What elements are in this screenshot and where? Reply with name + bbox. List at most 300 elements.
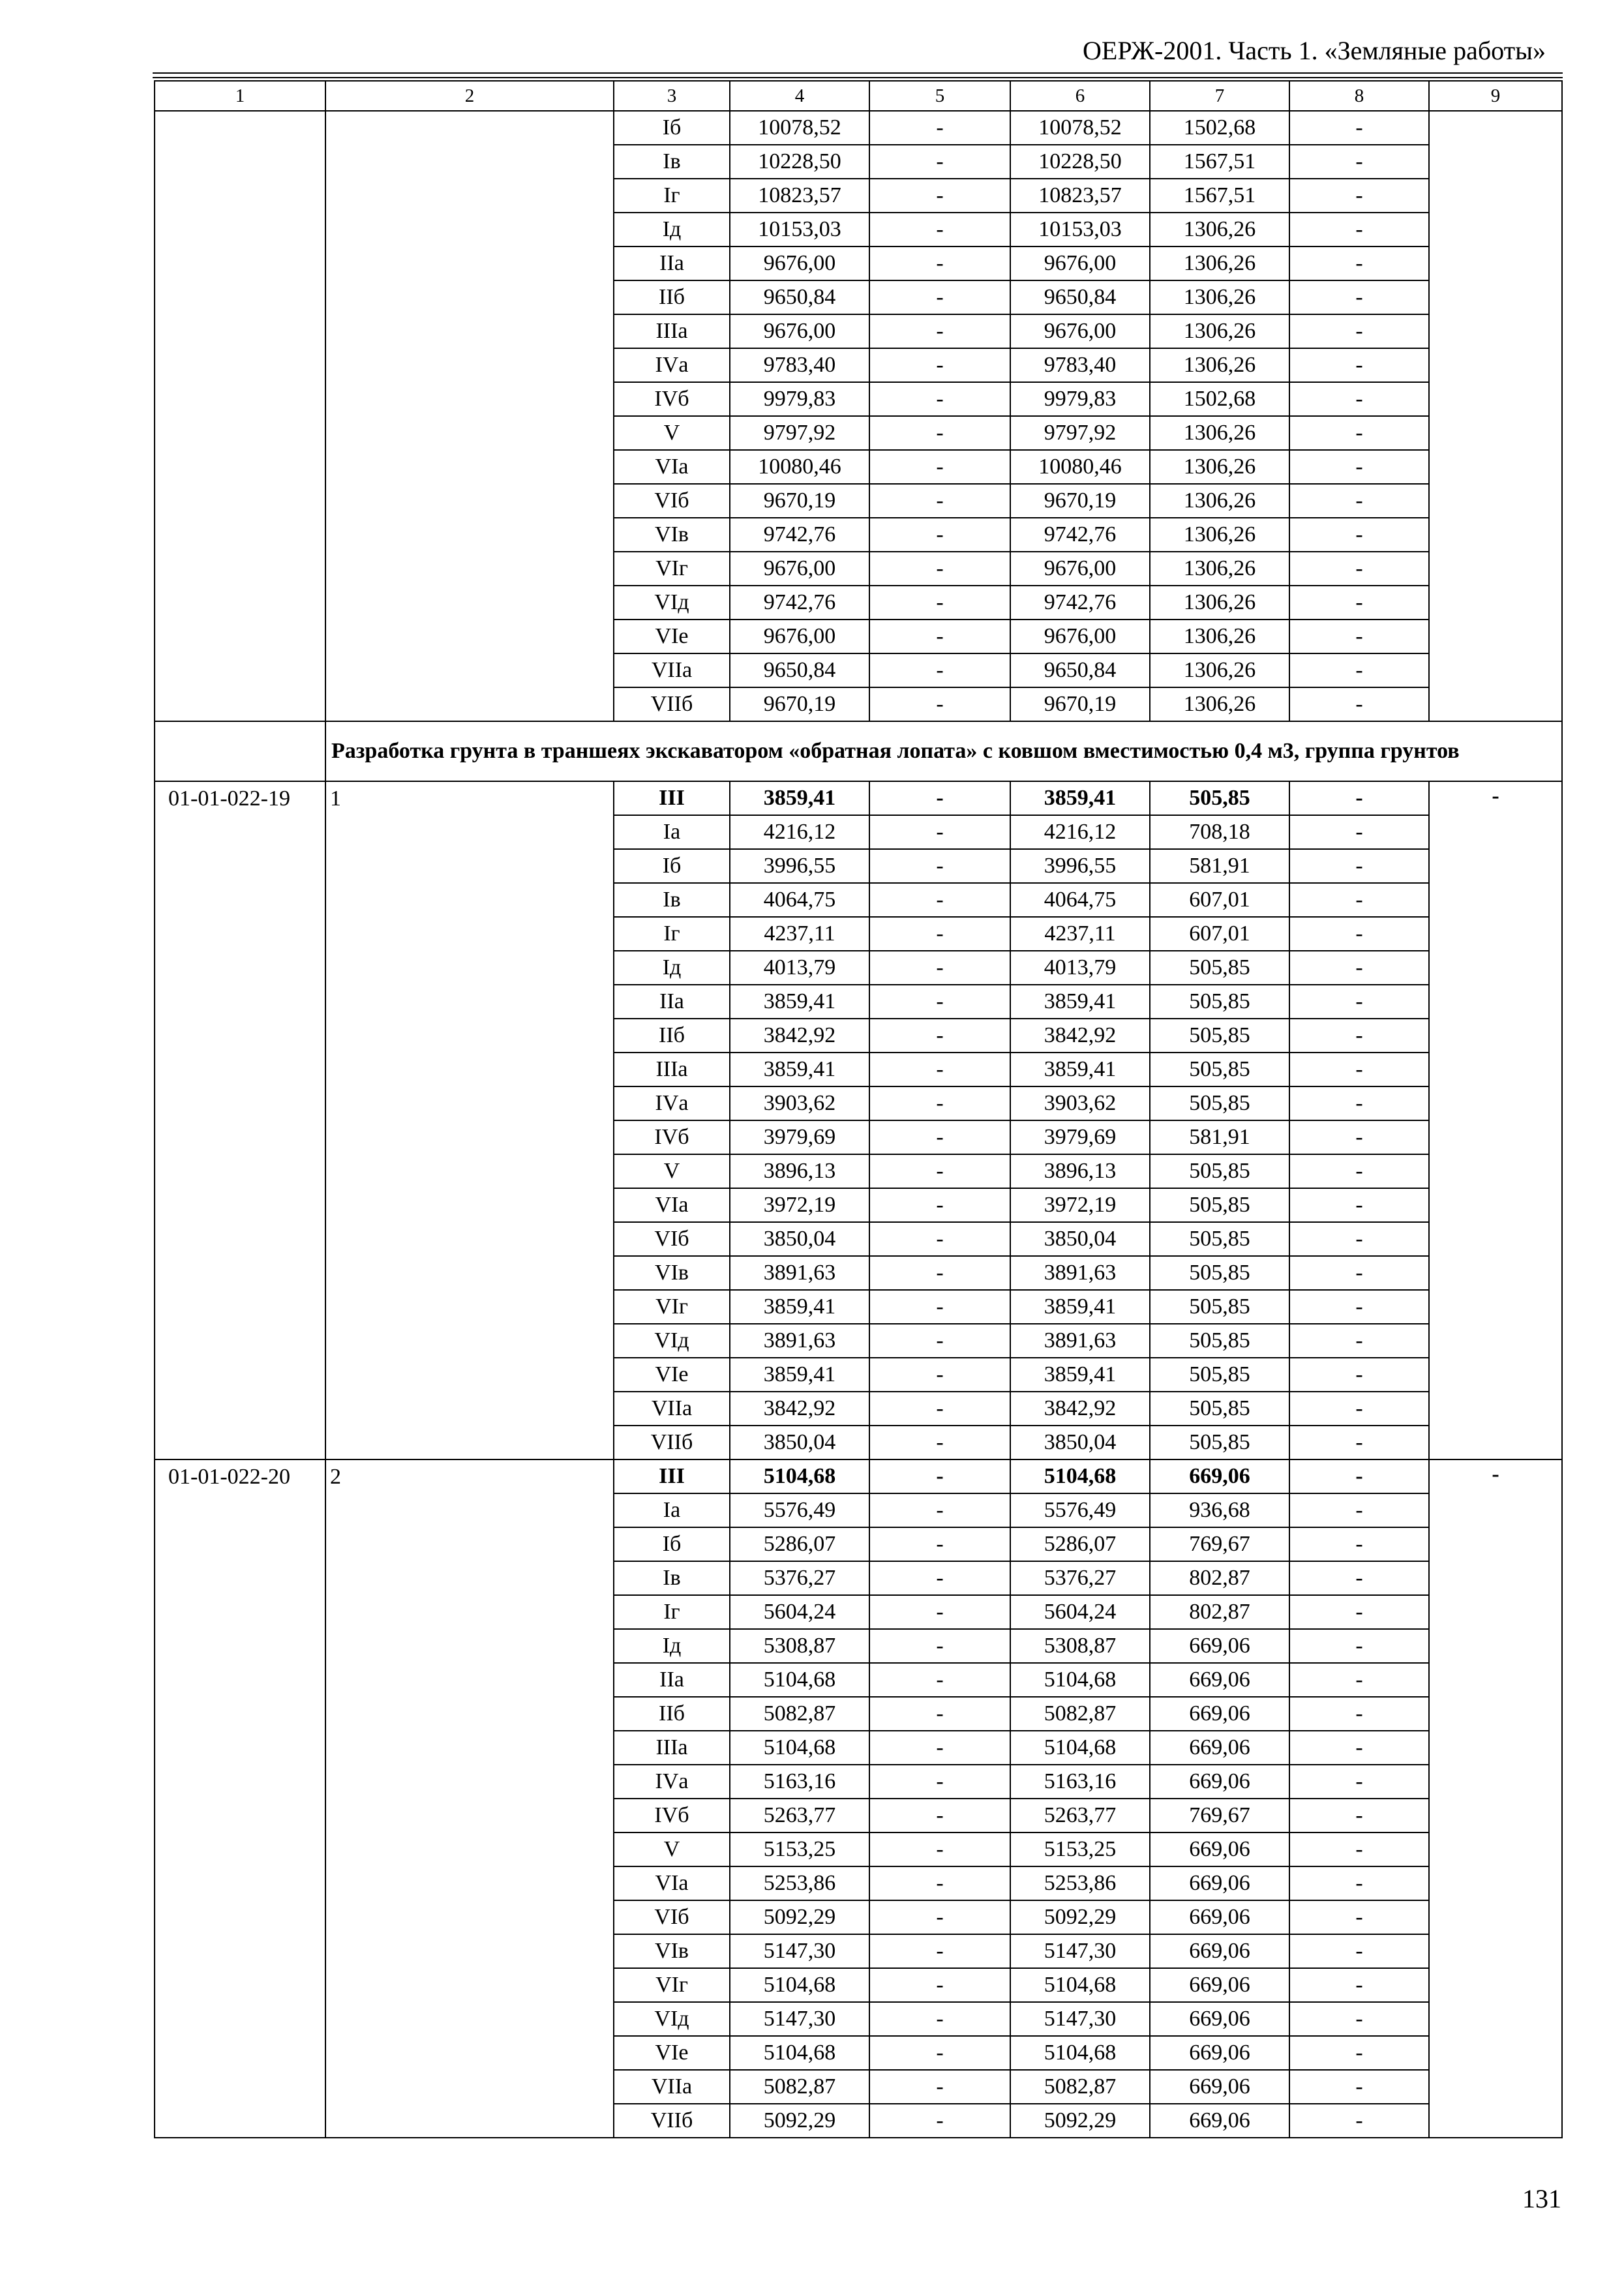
value-cell-col6: 5104,68	[1010, 1968, 1150, 2002]
value-cell-col6: 4064,75	[1010, 883, 1150, 917]
col9-cell: -	[1429, 781, 1562, 1459]
soil-category-cell: IVб	[614, 1799, 730, 1833]
value-cell-col7: 669,06	[1150, 2002, 1289, 2036]
value-cell-col6: 3859,41	[1010, 1358, 1150, 1392]
column-number-cell: 8	[1289, 81, 1429, 111]
value-cell-col4: 5604,24	[730, 1595, 869, 1629]
value-cell-col4: 3896,13	[730, 1154, 869, 1188]
value-cell-col6: 5104,68	[1010, 1663, 1150, 1697]
value-cell-col6: 4237,11	[1010, 917, 1150, 951]
soil-category-cell: VIа	[614, 1866, 730, 1900]
value-cell-col4: 4216,12	[730, 815, 869, 849]
value-cell-col6: 9676,00	[1010, 314, 1150, 348]
value-cell-col7: 505,85	[1150, 1324, 1289, 1358]
value-cell-col4: 9676,00	[730, 247, 869, 280]
value-cell-col6: 5082,87	[1010, 2070, 1150, 2104]
column-number-cell: 3	[614, 81, 730, 111]
column-number-cell: 1	[155, 81, 325, 111]
value-cell-col6: 3859,41	[1010, 985, 1150, 1019]
value-cell-col4: 10080,46	[730, 450, 869, 484]
soil-category-cell: VIа	[614, 1188, 730, 1222]
value-cell-col6: 9670,19	[1010, 484, 1150, 518]
value-cell-col7: 505,85	[1150, 1256, 1289, 1290]
value-cell-col5: -	[869, 179, 1010, 213]
value-cell-col4: 5082,87	[730, 1697, 869, 1731]
value-cell-col5: -	[869, 1663, 1010, 1697]
value-cell-col4: 5104,68	[730, 1968, 869, 2002]
value-cell-col8: -	[1289, 1968, 1429, 2002]
soil-category-cell: Iд	[614, 1629, 730, 1663]
value-cell-col7: 505,85	[1150, 985, 1289, 1019]
value-cell-col6: 5308,87	[1010, 1629, 1150, 1663]
soil-category-cell: Iг	[614, 1595, 730, 1629]
value-cell-col5: -	[869, 1256, 1010, 1290]
value-cell-col4: 3859,41	[730, 1358, 869, 1392]
value-cell-col5: -	[869, 111, 1010, 145]
value-cell-col8: -	[1289, 1426, 1429, 1459]
soil-category-cell: V	[614, 416, 730, 450]
value-cell-col6: 3972,19	[1010, 1188, 1150, 1222]
value-cell-col6: 5576,49	[1010, 1493, 1150, 1527]
soil-category-cell: Iд	[614, 213, 730, 247]
value-cell-col5: -	[869, 1426, 1010, 1459]
rates-table	[154, 80, 1563, 2138]
soil-category-cell: VIIб	[614, 1426, 730, 1459]
value-cell-col4: 9676,00	[730, 620, 869, 653]
value-cell-col5: -	[869, 1358, 1010, 1392]
value-cell-col6: 5604,24	[1010, 1595, 1150, 1629]
rates-table-body	[155, 81, 1562, 2138]
value-cell-col4: 5376,27	[730, 1561, 869, 1595]
value-cell-col7: 1306,26	[1150, 450, 1289, 484]
value-cell-col8: -	[1289, 450, 1429, 484]
value-cell-col8: -	[1289, 348, 1429, 382]
column-number-cell: 9	[1429, 81, 1562, 111]
soil-category-cell: IVа	[614, 1086, 730, 1120]
value-cell-col7: 669,06	[1150, 1629, 1289, 1663]
value-cell-col4: 5576,49	[730, 1493, 869, 1527]
value-cell-col6: 3979,69	[1010, 1120, 1150, 1154]
col9-cell-blank	[1429, 111, 1562, 721]
value-cell-col8: -	[1289, 815, 1429, 849]
value-cell-col7: 581,91	[1150, 1120, 1289, 1154]
soil-category-cell: V	[614, 1833, 730, 1866]
value-cell-col4: 5082,87	[730, 2070, 869, 2104]
value-cell-col6: 5163,16	[1010, 1765, 1150, 1799]
value-cell-col8: -	[1289, 179, 1429, 213]
soil-category-cell: Iг	[614, 917, 730, 951]
value-cell-col8: -	[1289, 2036, 1429, 2070]
value-cell-col8: -	[1289, 111, 1429, 145]
value-cell-col6: 3891,63	[1010, 1324, 1150, 1358]
value-cell-col7: 1567,51	[1150, 145, 1289, 179]
value-cell-col7: 1502,68	[1150, 111, 1289, 145]
value-cell-col8: -	[1289, 1086, 1429, 1120]
soil-group-number-cell: 1	[325, 781, 614, 1459]
soil-category-cell: Iб	[614, 849, 730, 883]
soil-category-cell: IVа	[614, 348, 730, 382]
value-cell-col7: 607,01	[1150, 883, 1289, 917]
value-cell-col7: 802,87	[1150, 1561, 1289, 1595]
value-cell-col8: -	[1289, 1697, 1429, 1731]
soil-category-cell: III	[614, 1459, 730, 1493]
value-cell-col8: -	[1289, 382, 1429, 416]
col9-cell: -	[1429, 1459, 1562, 2138]
value-cell-col6: 3842,92	[1010, 1019, 1150, 1053]
value-cell-col5: -	[869, 1765, 1010, 1799]
value-cell-col4: 3850,04	[730, 1222, 869, 1256]
value-cell-col4: 5104,68	[730, 1731, 869, 1765]
soil-category-cell: VIIа	[614, 1392, 730, 1426]
value-cell-col4: 3859,41	[730, 1290, 869, 1324]
value-cell-col5: -	[869, 2002, 1010, 2036]
value-cell-col5: -	[869, 1120, 1010, 1154]
value-cell-col7: 1306,26	[1150, 348, 1289, 382]
header-rule-thin	[153, 77, 1563, 78]
value-cell-col7: 769,67	[1150, 1799, 1289, 1833]
soil-category-cell: VIв	[614, 1256, 730, 1290]
value-cell-col5: -	[869, 314, 1010, 348]
value-cell-col8: -	[1289, 1154, 1429, 1188]
rate-code-cell: 01-01-022-20	[155, 1459, 325, 2138]
table-row-total	[155, 781, 1562, 815]
value-cell-col6: 3896,13	[1010, 1154, 1150, 1188]
section-title: Разработка грунта в траншеях экскаватором «обратная лопата» с ковшом вместимостью 0,4 м3, группа грунтов	[325, 721, 1562, 781]
value-cell-col6: 4216,12	[1010, 815, 1150, 849]
value-cell-col7: 1306,26	[1150, 314, 1289, 348]
value-cell-col5: -	[869, 1629, 1010, 1663]
value-cell-col7: 708,18	[1150, 815, 1289, 849]
soil-category-cell: IIIа	[614, 314, 730, 348]
group-cell-blank	[325, 111, 614, 721]
soil-category-cell: VIе	[614, 2036, 730, 2070]
value-cell-col7: 669,06	[1150, 1459, 1289, 1493]
value-cell-col5: -	[869, 416, 1010, 450]
value-cell-col4: 3903,62	[730, 1086, 869, 1120]
soil-category-cell: Iд	[614, 951, 730, 985]
value-cell-col8: -	[1289, 1595, 1429, 1629]
value-cell-col4: 9650,84	[730, 280, 869, 314]
value-cell-col4: 5308,87	[730, 1629, 869, 1663]
value-cell-col5: -	[869, 620, 1010, 653]
value-cell-col5: -	[869, 145, 1010, 179]
value-cell-col5: -	[869, 1934, 1010, 1968]
value-cell-col5: -	[869, 1866, 1010, 1900]
value-cell-col7: 669,06	[1150, 1934, 1289, 1968]
value-cell-col8: -	[1289, 620, 1429, 653]
value-cell-col4: 3972,19	[730, 1188, 869, 1222]
soil-category-cell: VIIа	[614, 2070, 730, 2104]
soil-category-cell: VIд	[614, 2002, 730, 2036]
value-cell-col4: 9979,83	[730, 382, 869, 416]
value-cell-col6: 9650,84	[1010, 280, 1150, 314]
value-cell-col6: 5104,68	[1010, 2036, 1150, 2070]
value-cell-col5: -	[869, 687, 1010, 721]
value-cell-col7: 1306,26	[1150, 416, 1289, 450]
value-cell-col5: -	[869, 653, 1010, 687]
soil-category-cell: VIг	[614, 1968, 730, 2002]
soil-category-cell: IIIа	[614, 1053, 730, 1086]
soil-category-cell: Iг	[614, 179, 730, 213]
value-cell-col6: 5253,86	[1010, 1866, 1150, 1900]
value-cell-col6: 5147,30	[1010, 2002, 1150, 2036]
soil-category-cell: Iа	[614, 815, 730, 849]
value-cell-col6: 3850,04	[1010, 1222, 1150, 1256]
value-cell-col6: 10228,50	[1010, 145, 1150, 179]
value-cell-col7: 505,85	[1150, 1019, 1289, 1053]
soil-category-cell: IVб	[614, 382, 730, 416]
soil-category-cell: IVб	[614, 1120, 730, 1154]
value-cell-col8: -	[1289, 1256, 1429, 1290]
column-number-cell: 4	[730, 81, 869, 111]
value-cell-col5: -	[869, 280, 1010, 314]
table-row-total	[155, 1459, 1562, 1493]
header-rule-thick	[153, 72, 1563, 74]
value-cell-col7: 669,06	[1150, 1833, 1289, 1866]
value-cell-col8: -	[1289, 1833, 1429, 1866]
value-cell-col4: 9783,40	[730, 348, 869, 382]
value-cell-col4: 9742,76	[730, 518, 869, 552]
value-cell-col6: 5104,68	[1010, 1731, 1150, 1765]
value-cell-col5: -	[869, 247, 1010, 280]
value-cell-col8: -	[1289, 1019, 1429, 1053]
soil-group-number-cell: 2	[325, 1459, 614, 2138]
value-cell-col4: 3891,63	[730, 1256, 869, 1290]
value-cell-col4: 3859,41	[730, 781, 869, 815]
value-cell-col6: 9979,83	[1010, 382, 1150, 416]
value-cell-col4: 9797,92	[730, 416, 869, 450]
value-cell-col7: 936,68	[1150, 1493, 1289, 1527]
soil-category-cell: VIе	[614, 1358, 730, 1392]
value-cell-col4: 3850,04	[730, 1426, 869, 1459]
value-cell-col8: -	[1289, 1392, 1429, 1426]
value-cell-col6: 10078,52	[1010, 111, 1150, 145]
value-cell-col5: -	[869, 1900, 1010, 1934]
value-cell-col6: 9676,00	[1010, 552, 1150, 586]
value-cell-col4: 4064,75	[730, 883, 869, 917]
value-cell-col7: 581,91	[1150, 849, 1289, 883]
value-cell-col8: -	[1289, 687, 1429, 721]
value-cell-col5: -	[869, 1392, 1010, 1426]
value-cell-col5: -	[869, 2104, 1010, 2138]
value-cell-col5: -	[869, 849, 1010, 883]
value-cell-col4: 3979,69	[730, 1120, 869, 1154]
value-cell-col7: 505,85	[1150, 1053, 1289, 1086]
value-cell-col8: -	[1289, 1934, 1429, 1968]
value-cell-col5: -	[869, 1968, 1010, 2002]
value-cell-col5: -	[869, 382, 1010, 416]
value-cell-col7: 669,06	[1150, 1697, 1289, 1731]
value-cell-col8: -	[1289, 247, 1429, 280]
value-cell-col8: -	[1289, 314, 1429, 348]
value-cell-col8: -	[1289, 1053, 1429, 1086]
value-cell-col7: 505,85	[1150, 1392, 1289, 1426]
value-cell-col8: -	[1289, 781, 1429, 815]
value-cell-col8: -	[1289, 484, 1429, 518]
value-cell-col5: -	[869, 1561, 1010, 1595]
value-cell-col4: 4013,79	[730, 951, 869, 985]
value-cell-col4: 9742,76	[730, 586, 869, 620]
value-cell-col8: -	[1289, 951, 1429, 985]
value-cell-col5: -	[869, 951, 1010, 985]
value-cell-col4: 10823,57	[730, 179, 869, 213]
soil-category-cell: VIг	[614, 552, 730, 586]
value-cell-col5: -	[869, 518, 1010, 552]
soil-category-cell: Iб	[614, 111, 730, 145]
value-cell-col8: -	[1289, 917, 1429, 951]
value-cell-col8: -	[1289, 1459, 1429, 1493]
value-cell-col6: 3996,55	[1010, 849, 1150, 883]
value-cell-col4: 5147,30	[730, 1934, 869, 1968]
value-cell-col8: -	[1289, 2070, 1429, 2104]
soil-category-cell: IVа	[614, 1765, 730, 1799]
soil-category-cell: IIб	[614, 1019, 730, 1053]
soil-category-cell: VIIа	[614, 653, 730, 687]
value-cell-col6: 10153,03	[1010, 213, 1150, 247]
value-cell-col7: 1306,26	[1150, 484, 1289, 518]
value-cell-col7: 669,06	[1150, 1968, 1289, 2002]
value-cell-col4: 10078,52	[730, 111, 869, 145]
value-cell-col5: -	[869, 484, 1010, 518]
value-cell-col7: 607,01	[1150, 917, 1289, 951]
soil-category-cell: VIв	[614, 1934, 730, 1968]
value-cell-col7: 1306,26	[1150, 620, 1289, 653]
value-cell-col6: 3859,41	[1010, 781, 1150, 815]
value-cell-col4: 5263,77	[730, 1799, 869, 1833]
value-cell-col5: -	[869, 781, 1010, 815]
soil-category-cell: IIа	[614, 247, 730, 280]
value-cell-col4: 5163,16	[730, 1765, 869, 1799]
value-cell-col4: 5104,68	[730, 1663, 869, 1697]
column-number-cell: 6	[1010, 81, 1150, 111]
value-cell-col5: -	[869, 917, 1010, 951]
value-cell-col4: 9670,19	[730, 687, 869, 721]
value-cell-col6: 5286,07	[1010, 1527, 1150, 1561]
value-cell-col8: -	[1289, 1866, 1429, 1900]
soil-category-cell: VIг	[614, 1290, 730, 1324]
soil-category-cell: IIб	[614, 280, 730, 314]
value-cell-col5: -	[869, 1799, 1010, 1833]
value-cell-col5: -	[869, 2036, 1010, 2070]
soil-category-cell: VIа	[614, 450, 730, 484]
value-cell-col6: 5104,68	[1010, 1459, 1150, 1493]
value-cell-col5: -	[869, 2070, 1010, 2104]
value-cell-col6: 5263,77	[1010, 1799, 1150, 1833]
value-cell-col6: 9742,76	[1010, 518, 1150, 552]
value-cell-col7: 669,06	[1150, 2104, 1289, 2138]
value-cell-col8: -	[1289, 552, 1429, 586]
soil-category-cell: III	[614, 781, 730, 815]
soil-category-cell: Iв	[614, 1561, 730, 1595]
value-cell-col6: 5153,25	[1010, 1833, 1150, 1866]
value-cell-col7: 1306,26	[1150, 247, 1289, 280]
value-cell-col4: 3842,92	[730, 1392, 869, 1426]
value-cell-col8: -	[1289, 280, 1429, 314]
value-cell-col8: -	[1289, 1222, 1429, 1256]
value-cell-col6: 3850,04	[1010, 1426, 1150, 1459]
value-cell-col8: -	[1289, 1663, 1429, 1697]
value-cell-col6: 3842,92	[1010, 1392, 1150, 1426]
value-cell-col5: -	[869, 1459, 1010, 1493]
value-cell-col6: 9742,76	[1010, 586, 1150, 620]
value-cell-col7: 505,85	[1150, 1290, 1289, 1324]
soil-category-cell: VIд	[614, 586, 730, 620]
value-cell-col5: -	[869, 1527, 1010, 1561]
value-cell-col7: 669,06	[1150, 1731, 1289, 1765]
value-cell-col7: 505,85	[1150, 781, 1289, 815]
value-cell-col5: -	[869, 1019, 1010, 1053]
value-cell-col4: 5286,07	[730, 1527, 869, 1561]
value-cell-col4: 9676,00	[730, 552, 869, 586]
value-cell-col8: -	[1289, 1731, 1429, 1765]
value-cell-col6: 3903,62	[1010, 1086, 1150, 1120]
soil-category-cell: V	[614, 1154, 730, 1188]
column-number-cell: 5	[869, 81, 1010, 111]
value-cell-col7: 1306,26	[1150, 653, 1289, 687]
value-cell-col7: 1306,26	[1150, 213, 1289, 247]
value-cell-col5: -	[869, 1697, 1010, 1731]
rate-code-cell: 01-01-022-19	[155, 781, 325, 1459]
soil-category-cell: VIIб	[614, 687, 730, 721]
value-cell-col7: 669,06	[1150, 1663, 1289, 1697]
value-cell-col7: 769,67	[1150, 1527, 1289, 1561]
value-cell-col4: 5092,29	[730, 2104, 869, 2138]
section-title-row	[155, 721, 1562, 781]
value-cell-col5: -	[869, 815, 1010, 849]
value-cell-col6: 9650,84	[1010, 653, 1150, 687]
value-cell-col4: 5104,68	[730, 2036, 869, 2070]
value-cell-col5: -	[869, 1222, 1010, 1256]
value-cell-col5: -	[869, 1595, 1010, 1629]
value-cell-col5: -	[869, 1290, 1010, 1324]
value-cell-col6: 3859,41	[1010, 1053, 1150, 1086]
value-cell-col8: -	[1289, 1188, 1429, 1222]
value-cell-col5: -	[869, 1086, 1010, 1120]
value-cell-col7: 669,06	[1150, 1900, 1289, 1934]
table-row	[155, 111, 1562, 145]
soil-category-cell: VIб	[614, 1222, 730, 1256]
soil-category-cell: Iв	[614, 145, 730, 179]
value-cell-col4: 3842,92	[730, 1019, 869, 1053]
value-cell-col7: 669,06	[1150, 2070, 1289, 2104]
value-cell-col6: 5092,29	[1010, 2104, 1150, 2138]
soil-category-cell: Iа	[614, 1493, 730, 1527]
value-cell-col8: -	[1289, 1629, 1429, 1663]
value-cell-col8: -	[1289, 1120, 1429, 1154]
value-cell-col8: -	[1289, 586, 1429, 620]
column-number-cell: 7	[1150, 81, 1289, 111]
value-cell-col7: 1306,26	[1150, 552, 1289, 586]
value-cell-col6: 9797,92	[1010, 416, 1150, 450]
value-cell-col8: -	[1289, 518, 1429, 552]
value-cell-col4: 9676,00	[730, 314, 869, 348]
soil-category-cell: VIб	[614, 1900, 730, 1934]
column-number-row	[155, 81, 1562, 111]
value-cell-col8: -	[1289, 416, 1429, 450]
value-cell-col4: 3859,41	[730, 1053, 869, 1086]
value-cell-col5: -	[869, 883, 1010, 917]
value-cell-col7: 1567,51	[1150, 179, 1289, 213]
value-cell-col8: -	[1289, 1561, 1429, 1595]
value-cell-col4: 5092,29	[730, 1900, 869, 1934]
value-cell-col7: 505,85	[1150, 1426, 1289, 1459]
soil-category-cell: VIIб	[614, 2104, 730, 2138]
value-cell-col5: -	[869, 450, 1010, 484]
value-cell-col6: 9676,00	[1010, 620, 1150, 653]
value-cell-col5: -	[869, 213, 1010, 247]
value-cell-col4: 3891,63	[730, 1324, 869, 1358]
value-cell-col7: 669,06	[1150, 2036, 1289, 2070]
